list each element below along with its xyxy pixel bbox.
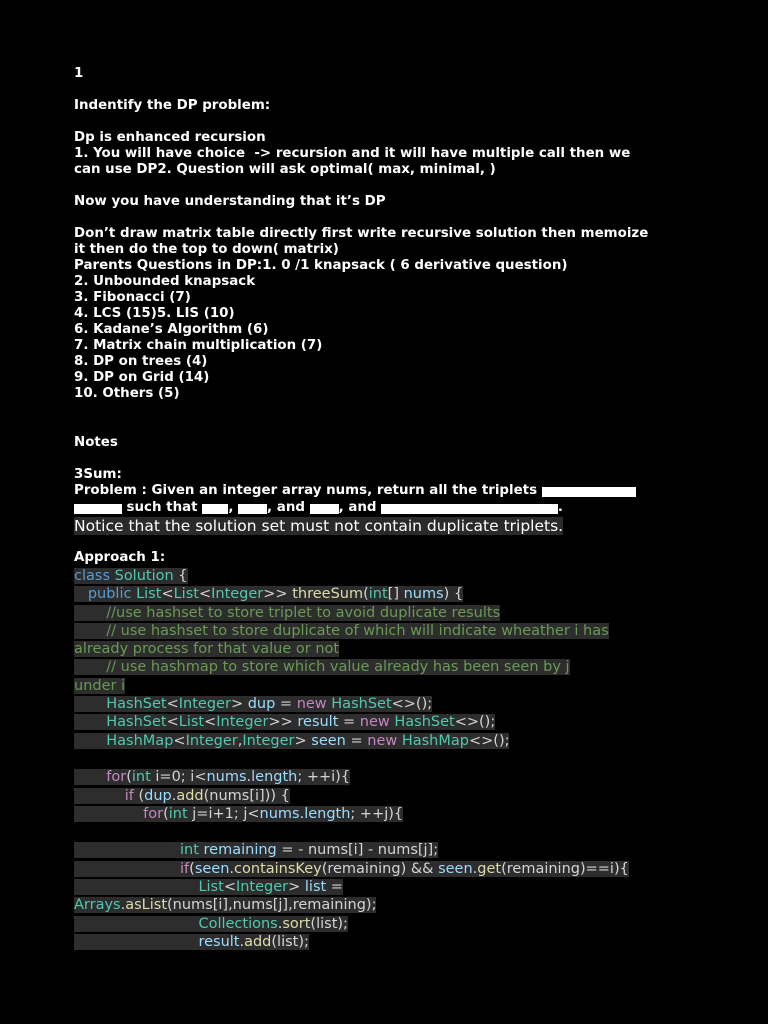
code-line: Arrays.asList(nums[i],nums[j],remaining); [74,897,377,914]
code-line [74,567,704,585]
code-text: j=i+1; j< [187,805,260,822]
code-text: ; ++j){ [350,805,404,822]
code-comment: under i [74,677,126,694]
code-line: HashSet<Integer> dup = new HashSet<>(); [74,695,704,713]
code-type: List [178,714,205,731]
code-line [74,841,704,859]
code-line: if(seen.containsKey(remaining) && seen.get(remaining)==i){ [74,860,704,878]
code-line [74,640,704,658]
notice-text: Notice that the solution set must not contain duplicate triplets. [74,517,564,535]
problem-text: . [557,500,563,515]
notice-line [74,517,704,536]
code-line-blank [74,823,704,841]
code-type: int [180,842,199,859]
code-variable: seen [311,732,346,749]
code-text: = - nums[i] - nums[j]; [276,842,439,859]
highlight-cond-2: i != k [239,504,267,514]
code-variable: nums [206,769,247,786]
code-text: (remaining) && [321,860,439,877]
code-type: List [173,586,199,603]
code-type: HashSet [331,696,392,713]
code-keyword: class [74,568,110,584]
highlight-cond-sum: nums[i] + nums[j] + nums[k] == 0 [382,504,557,514]
code-text: (remaining)==i){ [501,860,629,877]
problem-line-1 [74,483,704,500]
code-function: get [477,860,502,877]
code-text: { [173,568,188,584]
highlight-triplet-end: nums[k]] [75,504,121,514]
code-function: add [244,933,272,950]
code-type: Integer [242,732,295,749]
code-type: Integer [185,732,238,749]
code-line [74,622,704,640]
code-variable: nums [403,586,444,603]
code-variable: list [304,879,327,896]
code-type: List [198,879,224,896]
code-type: int [168,805,188,822]
code-variable: nums [259,805,300,822]
code-text: (list); [310,915,348,932]
code-line: HashMap<Integer,Integer> seen = new HashMap<>(); [74,732,704,750]
code-variable: result [297,714,339,731]
code-variable: dup [247,696,276,713]
code-line: for(int i=0; i<nums.length; ++i){ [74,768,704,786]
code-line-blank [74,750,704,768]
list-item: Parents Questions in DP:1. 0 /1 knapsack ( 6 derivative question) [74,258,568,273]
code-function: add [176,787,204,804]
code-keyword: for [106,769,127,786]
code-keyword: new [359,714,390,731]
code-keyword: new [296,696,327,713]
code-type: Integer [235,879,289,896]
code-comment: // use hashmap to store which value already has been seen by j [106,659,570,676]
problem-line-2 [74,500,704,517]
notes-title: Notes [74,435,118,450]
code-comment: already process for that value or not [74,641,340,658]
intro-line-2: 1. You will have choice -> recursion and it will have multiple call then we [74,146,631,161]
advice-line-2: it then do the top to down( matrix) [74,242,339,257]
code-line [74,677,704,695]
code-text: (list); [271,933,309,950]
highlight-cond-3: j != k [310,504,338,514]
code-type: Integer [178,696,231,713]
intro-line-3: can use DP2. Question will ask optimal( max, minimal, ) [74,162,496,177]
understanding-line: Now you have understanding that it’s DP [74,194,386,209]
list-item: 6. Kadane’s Algorithm (6) [74,322,269,337]
code-type: Integer [216,714,269,731]
highlight-cond-1: i != j [203,504,228,514]
code-type: HashSet [394,714,455,731]
code-comment: // use hashset to store duplicate of which will indicate wheather i has [106,622,609,639]
code-comment: //use hashset to store triplet to avoid duplicate results [106,604,501,621]
code-function: threeSum [292,586,364,603]
code-variable: length [251,769,298,786]
code-text: (nums[i],nums[j],remaining); [167,897,377,914]
code-function: containsKey [234,860,322,877]
code-text: ; ++i){ [297,769,351,786]
problem-text: , and [267,500,310,515]
problem-text: Problem : Given an integer array nums, return all the triplets [74,483,542,498]
code-type: int [368,586,388,603]
list-item: 8. DP on trees (4) [74,354,208,369]
code-variable: dup [144,787,172,804]
code-type: Integer [211,586,264,603]
code-keyword: public [87,586,132,603]
code-type: Collections [198,915,278,932]
code-line: List<Integer> list = [74,878,704,896]
heading: Indentify the DP problem: [74,98,271,113]
intro-line-1: Dp is enhanced recursion [74,130,266,145]
document-page [74,66,704,951]
advice-line-1: Don’t draw matrix table directly first write recursive solution then memoize [74,226,649,241]
code-keyword: new [367,732,398,749]
code-variable: seen [194,860,230,877]
list-item: 10. Others (5) [74,386,180,401]
code-type: Solution [114,568,174,584]
code-type: Arrays [74,897,121,914]
problem-text: , [228,500,239,515]
code-variable: seen [438,860,473,877]
code-type: HashMap [401,732,469,749]
list-item: 9. DP on Grid (14) [74,370,210,385]
code-keyword: if [124,787,134,804]
code-block [74,567,704,951]
approach-title: Approach 1: [74,550,166,565]
code-type: List [136,586,162,603]
list-item: 2. Unbounded knapsack [74,274,256,289]
code-type: HashSet [106,714,167,731]
code-keyword: for [143,805,164,822]
code-type: int [131,769,151,786]
code-line [74,604,704,622]
list-item: 7. Matrix chain multiplication (7) [74,338,323,353]
code-line: HashSet<List<Integer>> result = new HashSet<>(); [74,713,704,731]
threesum-title: 3Sum: [74,467,122,482]
code-text: = [326,879,343,896]
code-variable: length [304,805,351,822]
list-item: 3. Fibonacci (7) [74,290,191,305]
list-item: 4. LCS (15)5. LIS (10) [74,306,235,321]
problem-text: such that [121,500,203,515]
parents-list [74,258,704,402]
page-number: 1 [74,66,84,81]
code-line: public List<List<Integer>> threeSum(int[] nums) { [74,585,704,603]
code-keyword: if [180,860,190,877]
highlight-triplet: [nums[i], nums[j], [542,487,635,497]
code-function: asList [125,897,168,914]
code-line: for(int j=i+1; j<nums.length; ++j){ [74,805,704,823]
code-text: i=0; i< [150,769,207,786]
code-function: sort [282,915,311,932]
code-type: HashMap [106,732,174,749]
code-line: if (dup.add(nums[i])) { [74,787,704,805]
code-variable: remaining [203,842,277,859]
code-variable: result [198,933,240,950]
code-type: HashSet [106,696,167,713]
code-line: Collections.sort(list); [74,915,704,933]
problem-text: , and [338,500,382,515]
code-line: result.add(list); [74,933,704,951]
code-text: (nums[i])) { [203,787,290,804]
code-line [74,658,704,676]
